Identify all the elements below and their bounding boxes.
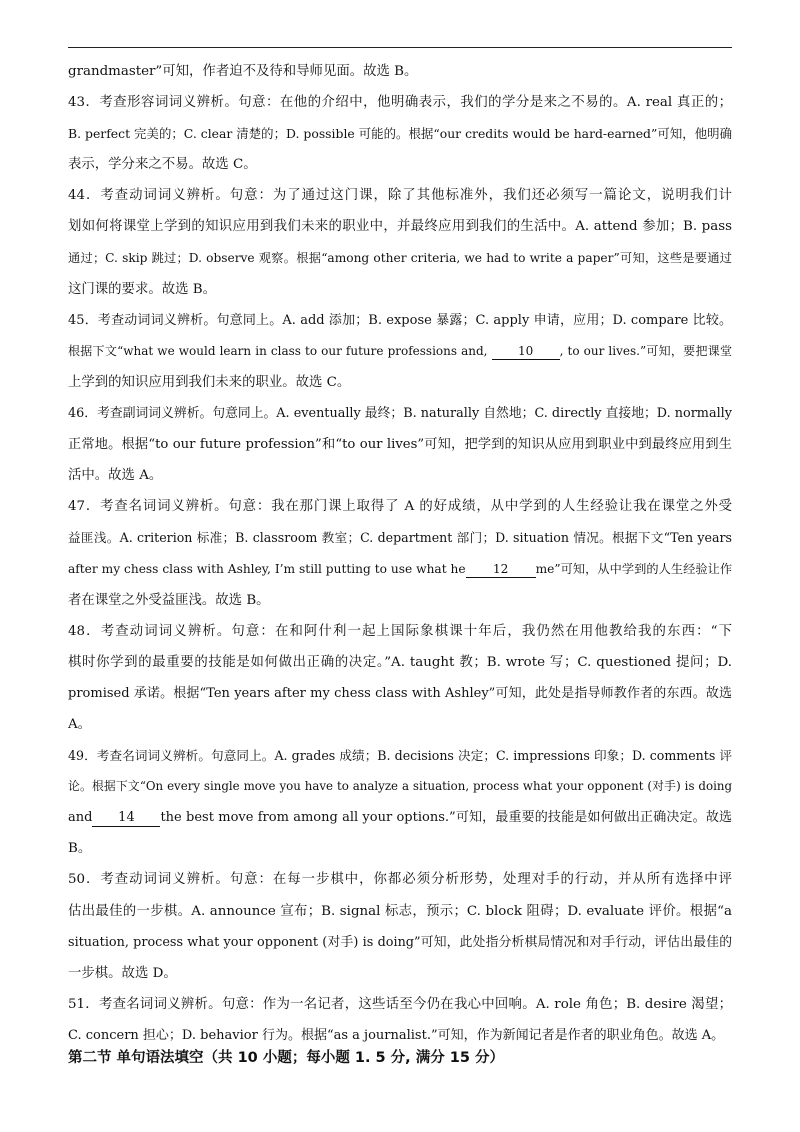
- header-rule: [68, 47, 732, 48]
- text-line: 47．考查名词词义辨析。句意：我在那门课上取得了 A 的好成绩，从中学到的人生经验让我在课堂之外受: [68, 499, 732, 515]
- text-line: 46．考查副词词义辨析。句意同上。A. eventually 最终；B. naturally 自然地；C. directly 直接地；D. normally: [68, 406, 732, 422]
- text-line: 活中。故选 A。: [68, 468, 163, 484]
- blank-number: 10: [492, 343, 560, 360]
- text-line: 估出最佳的一步棋。A. announce 宣布；B. signal 标志，预示；C. block 阻碍；D. evaluate 评价。根据“a: [68, 903, 732, 919]
- line-text-before: 根据下文“what we would learn in class to our future professions and,: [68, 343, 492, 358]
- text-line: 43．考查形容词词义辨析。句意：在他的介绍中，他明确表示，我们的学分是来之不易的。A. real 真正的；: [68, 95, 732, 111]
- text-line: 论。根据下文“On every single move you have to analyze a situation, process what your opponent (对手) is doing: [68, 779, 732, 794]
- text-line-with-blank: [68, 802, 732, 833]
- text-line: 者在课堂之外受益匪浅。故选 B。: [68, 592, 270, 608]
- line-text-after: the best move from among all your options.”可知，最重要的技能是如何做出正确决定。故选: [160, 810, 732, 826]
- line-text-after: , to our lives.”可知，要把课堂: [559, 343, 732, 358]
- text-line: 49．考查名词词义辨析。句意同上。A. grades 成绩；B. decisions 决定；C. impressions 印象；D. comments 评: [68, 748, 732, 764]
- text-line-with-blank: [68, 554, 732, 585]
- text-line: promised 承诺。根据“Ten years after my chess class with Ashley”可知，此处是指导师教作者的东西。故选: [68, 685, 732, 701]
- text-line: 44．考查动词词义辨析。句意：为了通过这门课，除了其他标准外，我们还必须写一篇论文，说明我们计: [68, 188, 732, 204]
- text-line: B。: [68, 841, 92, 857]
- line-text-before: after my chess class with Ashley, I’m still putting to use what he: [68, 561, 466, 576]
- text-line: 51．考查名词词义辨析。句意：作为一名记者，这些话至今仍在我心中回响。A. role 角色；B. desire 渴望；: [68, 996, 732, 1012]
- text-line: C. concern 担心；D. behavior 行为。根据“as a journalist.”可知，作为新闻记者是作者的职业角色。故选 A。: [68, 1027, 725, 1043]
- text-line: 45．考查动词词义辨析。句意同上。A. add 添加；B. expose 暴露；C. apply 申请，应用；D. compare 比较。: [68, 312, 732, 328]
- blank-number: 14: [92, 810, 160, 827]
- text-line: 正常地。根据“to our future profession”和“to our lives”可知，把学到的知识从应用到职业中到最终应用到生: [68, 437, 732, 453]
- text-line: B. perfect 完美的；C. clear 清楚的；D. possible 可能的。根据“our credits would be hard-earned”可知，他明确: [68, 126, 732, 142]
- text-line: 划如何将课堂上学到的知识应用到我们未来的职业中，并最终应用到我们的生活中。A. attend 参加；B. pass: [68, 219, 732, 235]
- text-line: 表示，学分来之不易。故选 C。: [68, 157, 257, 173]
- blank-number: 12: [466, 561, 536, 578]
- text-line: 48．考查动词词义辨析。句意：在和阿什利一起上国际象棋课十年后，我仍然在用他教给我的东西：“下: [68, 623, 732, 639]
- text-line: 上学到的知识应用到我们未来的职业。故选 C。: [68, 374, 351, 390]
- text-line: 这门课的要求。故选 B。: [68, 281, 217, 297]
- line-text-after: me”可知，从中学到的人生经验让作: [535, 561, 732, 576]
- text-line-with-blank: [68, 336, 732, 367]
- text-line: 50．考查动词词义辨析。句意：在每一步棋中，你都必须分析形势，处理对手的行动，并从所有选择中评: [68, 872, 732, 888]
- line-text-before: and: [68, 810, 93, 826]
- text-line: grandmaster”可知，作者迫不及待和导师见面。故选 B。: [68, 64, 418, 79]
- answer-explanations: [68, 56, 732, 1051]
- text-line: 一步棋。故选 D。: [68, 965, 177, 981]
- text-line: A。: [68, 716, 92, 732]
- text-line: 益匪浅。A. criterion 标准；B. classroom 教室；C. department 部门；D. situation 情况。根据下文“Ten years: [68, 530, 732, 546]
- text-line: situation, process what your opponent (对手) is doing”可知，此处指分析棋局情况和对手行动，评估出最佳的: [68, 934, 732, 950]
- text-line: 通过；C. skip 跳过；D. observe 观察。根据“among other criteria, we had to write a paper”可知，这些是要通过: [68, 250, 732, 265]
- section-heading: 第二节 单句语法填空（共 10 小题；每小题 1. 5 分, 满分 15 分）: [68, 1050, 504, 1066]
- text-line: 棋时你学到的最重要的技能是如何做出正确的决定。”A. taught 教；B. wrote 写；C. questioned 提问；D.: [68, 654, 732, 670]
